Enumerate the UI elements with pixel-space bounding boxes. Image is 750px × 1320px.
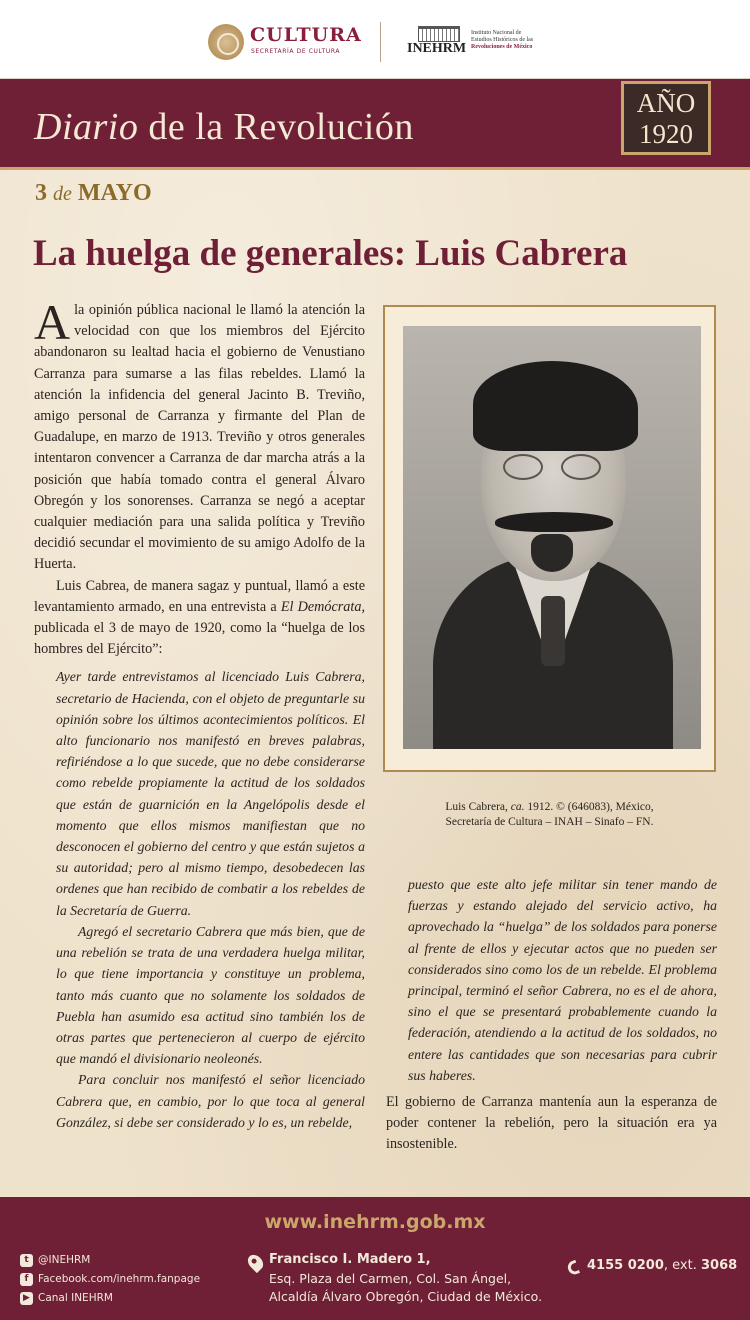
phone-ext: 3068	[700, 1258, 738, 1273]
mexico-seal-icon	[208, 24, 244, 60]
caption-line-1b: 1912. © (646083), México,	[524, 801, 654, 813]
social-links	[20, 1251, 200, 1308]
paragraph-2	[34, 576, 365, 661]
article-column-left	[34, 294, 365, 1133]
twitter-icon: t	[20, 1254, 33, 1267]
drop-cap: A	[34, 294, 71, 350]
year-label: AÑO	[636, 88, 696, 118]
footer	[0, 1197, 750, 1320]
date-day: 3	[35, 180, 47, 206]
inehrm-line-1: Instituto Nacional de	[471, 30, 522, 36]
facebook-link[interactable]	[20, 1270, 200, 1289]
article-headline: La huelga de generales: Luis Cabrera	[33, 233, 628, 274]
year-badge	[621, 81, 711, 155]
location-pin-icon	[245, 1252, 266, 1273]
phone-number[interactable]	[587, 1258, 737, 1273]
closing-paragraph: El gobierno de Carranza mantenía aun la esperanza de poder contener la rebelión, pero la situación era ya insostenible.	[386, 1094, 717, 1153]
inehrm-logo-description	[471, 30, 551, 51]
inehrm-logo-text: INEHRM	[407, 41, 467, 56]
twitter-link[interactable]	[20, 1251, 200, 1270]
year-value: 1920	[639, 119, 693, 149]
publication-title	[34, 105, 414, 149]
portrait-frame	[383, 305, 716, 772]
logo-strip	[0, 0, 750, 79]
newspaper-name: El Demócrata	[280, 598, 362, 615]
website-link[interactable]: www.inehrm.gob.mx	[264, 1211, 486, 1233]
paragraph-2-text-a: Luis Cabrea, de manera sagaz y puntual, llamó a este levantamiento armado, en una entrevista a	[34, 577, 365, 615]
address-line-2: Esq. Plaza del Carmen, Col. San Ángel,	[269, 1270, 512, 1286]
portrait-photo-luis-cabrera	[403, 326, 701, 749]
cultura-logo-subtitle: SECRETARÍA DE CULTURA	[251, 48, 341, 55]
paragraph-2-text-b: , publicada el 3 de mayo de 1920, como la “huelga de los hombres del Ejército”:	[34, 598, 365, 658]
logo-divider	[380, 22, 381, 62]
caption-ca: ca.	[510, 801, 525, 813]
quote-paragraph-1: Ayer tarde entrevistamos al licenciado Luis Cabrera, secretario de Hacienda, con el objeto de preguntarle su opinión sobre los últimos acontecimientos políticos. El alto funcionario nos manifestó en breves palabras, refiriéndose a lo que sucede, que no debe considerarse como rebelde propiamente la actitud de los soldados que están de guarnición en la Angelópolis desde el momento que ellos mismos manifiestan que no desconocen el gobierno del centro y que están sujetos a su autoridad; pero al mismo tiempo, desobedecen las ordenes que han recibido de combatir a los rebeldes de la Secretaría de Guerra.	[56, 669, 365, 918]
inehrm-line-2: Estudios Históricos de las	[471, 37, 534, 43]
caption-line-2: Secretaría de Cultura – INAH – Sinafo – FN.	[445, 816, 654, 828]
date-month: MAYO	[77, 180, 152, 206]
youtube-icon: ▶	[20, 1292, 33, 1305]
phone-icon	[566, 1260, 580, 1277]
issue-date	[35, 180, 152, 207]
phone-main: 4155 0200	[587, 1258, 664, 1273]
address-line-3: Alcaldía Álvaro Obregón, Ciudad de México.	[269, 1289, 543, 1304]
youtube-channel: Canal INEHRM	[38, 1292, 113, 1304]
cultura-logo-text: CULTURA	[250, 24, 362, 46]
quote-paragraph-4: puesto que este alto jefe militar sin tener mando de fuerzas y estando alejado del servicio activo, ha aprovechado la “huelga” de los soldados para ponerse al frente de ellos y ejecutar actos que no pueden ser considerados sino como los de un rebelde. El problema principal, terminó el señor Cabrera, no es el de ahora, sino el que se presentará probablemente cuando la federación, atendiendo a la actitud de los soldados, no entere las cantidades que son necesarias para cubrir sus haberes.	[408, 877, 717, 1083]
photo-caption	[383, 800, 716, 830]
address-street: Francisco I. Madero 1,	[269, 1252, 431, 1267]
publication-title-italic: Diario	[34, 106, 139, 148]
twitter-handle: @INEHRM	[38, 1254, 91, 1266]
paragraph-1-text: la opinión pública nacional le llamó la atención la velocidad con que los miembros del Ejército abandonaron su lealtad hacia el gobierno de Venustiano Carranza para sumarse a las filas rebeldes. Llamó la atención la infidencia del general Jacinto B. Treviño, amigo personal de Carranza y firmante del Plan de Guadalupe, en marzo de 1913. Treviño y otros generales intentaron convencer a Carranza de dar marcha atrás a la posición que había tomado contra el general Álvaro Obregón y los sonorenses. Carranza se negó a aceptar cualquier mediación para una salida política y Treviño decidió secundar el movimiento de su amigo Adolfo de la Huerta.	[34, 302, 365, 573]
inehrm-line-3: Revoluciones de México	[471, 44, 533, 50]
publication-title-rest: de la Revolución	[138, 106, 414, 148]
quote-paragraph-2: Agregó el secretario Cabrera que más bien, que de una rebelión se trata de una verdadera huelga militar, lo que tiene importancia y constituye un problema, tanto más cuanto que no solamente los soldados de Puebla han asumido esa actitud sino también los de otras partes que pertenecieron al cuerpo de ejército que mandó el divisionario neoleonés.	[56, 923, 365, 1067]
inehrm-building-icon	[418, 26, 460, 42]
paragraph-1	[34, 294, 365, 576]
date-de: de	[53, 183, 72, 205]
phone-ext-label: , ext.	[663, 1258, 701, 1273]
caption-line-1a: Luis Cabrera,	[445, 801, 511, 813]
facebook-icon: f	[20, 1273, 33, 1286]
quote-paragraph-3: Para concluir nos manifestó el señor licenciado Cabrera que, en cambio, por lo que toca al general González, si debe ser considerado y lo es, un rebelde,	[56, 1072, 365, 1130]
address	[269, 1250, 542, 1307]
youtube-link[interactable]	[20, 1289, 200, 1308]
article-column-right	[386, 874, 717, 1156]
facebook-url: Facebook.com/inehrm.fanpage	[38, 1273, 201, 1285]
